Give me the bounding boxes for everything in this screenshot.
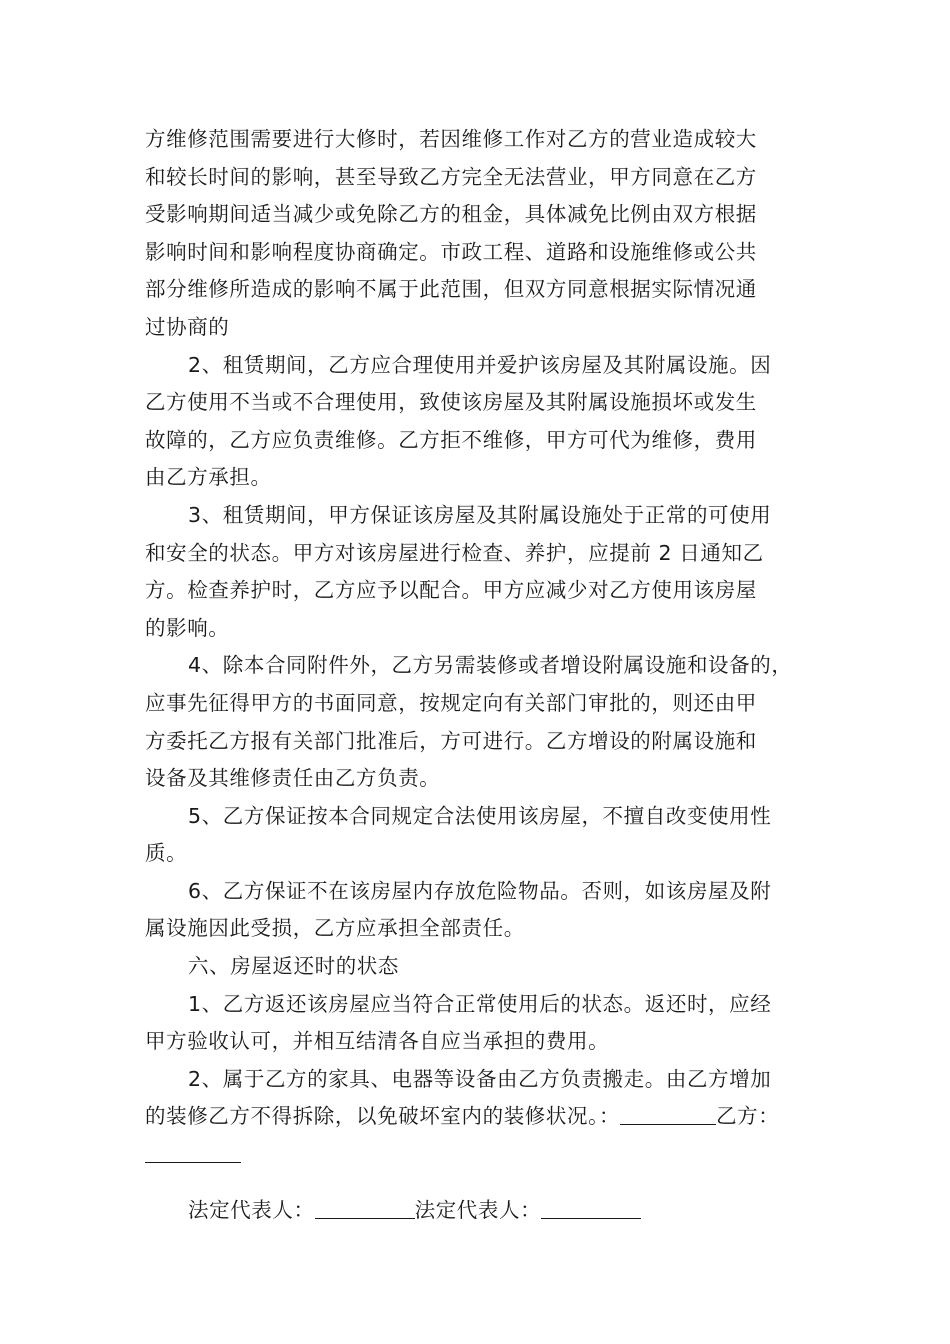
- body-paragraphs: [145, 121, 820, 1098]
- body-line: 4、除本合同附件外，乙方另需装修或者增设附属设施和设备的，: [188, 653, 793, 678]
- body-line: 6、乙方保证不在该房屋内存放危险物品。否则，如该房屋及附: [188, 878, 772, 903]
- closing-text: 的装修乙方不得拆除，以免破坏室内的装修状况。：: [145, 1104, 621, 1129]
- signature-line: [145, 1192, 820, 1230]
- body-line: 六、房屋返还时的状态: [188, 954, 399, 979]
- body-line: 设备及其维修责任由乙方负责。: [145, 766, 441, 791]
- body-line: 3、租赁期间，甲方保证该房屋及其附属设施处于正常的可使用: [188, 502, 772, 527]
- party-b-label: 乙方：: [716, 1104, 780, 1129]
- body-line: 和安全的状态。甲方对该房屋进行检查、养护，应提前 2 日通知乙: [145, 540, 764, 565]
- body-line: 应事先征得甲方的书面同意，按规定向有关部门审批的，则还由甲: [145, 690, 757, 715]
- closing-line: [145, 1098, 820, 1136]
- body-line: 5、乙方保证按本合同规定合法使用该房屋，不擅自改变使用性: [188, 803, 772, 828]
- body-line: 属设施因此受损，乙方应承担全部责任。: [145, 916, 525, 941]
- body-line: 由乙方承担。: [145, 465, 272, 490]
- body-line: 和较长时间的影响，甚至导致乙方完全无法营业，甲方同意在乙方: [145, 164, 757, 189]
- rep-b-signature-blank[interactable]: [541, 1196, 641, 1219]
- body-line: 1、乙方返还该房屋应当符合正常使用后的状态。返还时，应经: [188, 991, 772, 1016]
- body-line: 部分维修所造成的影响不属于此范围，但双方同意根据实际情况通: [145, 277, 757, 302]
- body-line: 2、属于乙方的家具、电器等设备由乙方负责搬走。由乙方增加: [188, 1066, 772, 1091]
- document-body: [145, 121, 820, 1229]
- party-b-signature-blank[interactable]: [145, 1140, 241, 1163]
- body-line: 甲方验收认可，并相互结清各自应当承担的费用。: [145, 1029, 610, 1054]
- body-line: 影响时间和影响程度协商确定。市政工程、道路和设施维修或公共: [145, 239, 757, 264]
- spacer: [145, 1174, 820, 1192]
- body-line: 方。检查养护时，乙方应予以配合。甲方应减少对乙方使用该房屋: [145, 578, 757, 603]
- party-a-signature-blank[interactable]: [620, 1102, 716, 1125]
- rep-a-label: 法定代表人：: [188, 1197, 315, 1222]
- body-line: 受影响期间适当减少或免除乙方的租金，具体减免比例由双方根据: [145, 202, 757, 227]
- body-line: 方维修范围需要进行大修时，若因维修工作对乙方的营业造成较大: [145, 127, 757, 151]
- body-line: 的影响。: [145, 615, 230, 640]
- body-line: 乙方使用不当或不合理使用，致使该房屋及其附属设施损坏或发生: [145, 390, 757, 415]
- rep-a-signature-blank[interactable]: [315, 1196, 415, 1219]
- body-line: 过协商的: [145, 314, 230, 339]
- body-line: 故障的，乙方应负责维修。乙方拒不维修，甲方可代为维修，费用: [145, 427, 757, 452]
- body-line: 质。: [145, 841, 188, 866]
- body-line: 2、租赁期间，乙方应合理使用并爱护该房屋及其附属设施。因: [188, 352, 772, 377]
- body-line: 方委托乙方报有关部门批准后，方可进行。乙方增设的附属设施和: [145, 728, 757, 753]
- rep-b-label: 法定代表人：: [414, 1197, 542, 1222]
- party-b-blank-line: [145, 1136, 820, 1174]
